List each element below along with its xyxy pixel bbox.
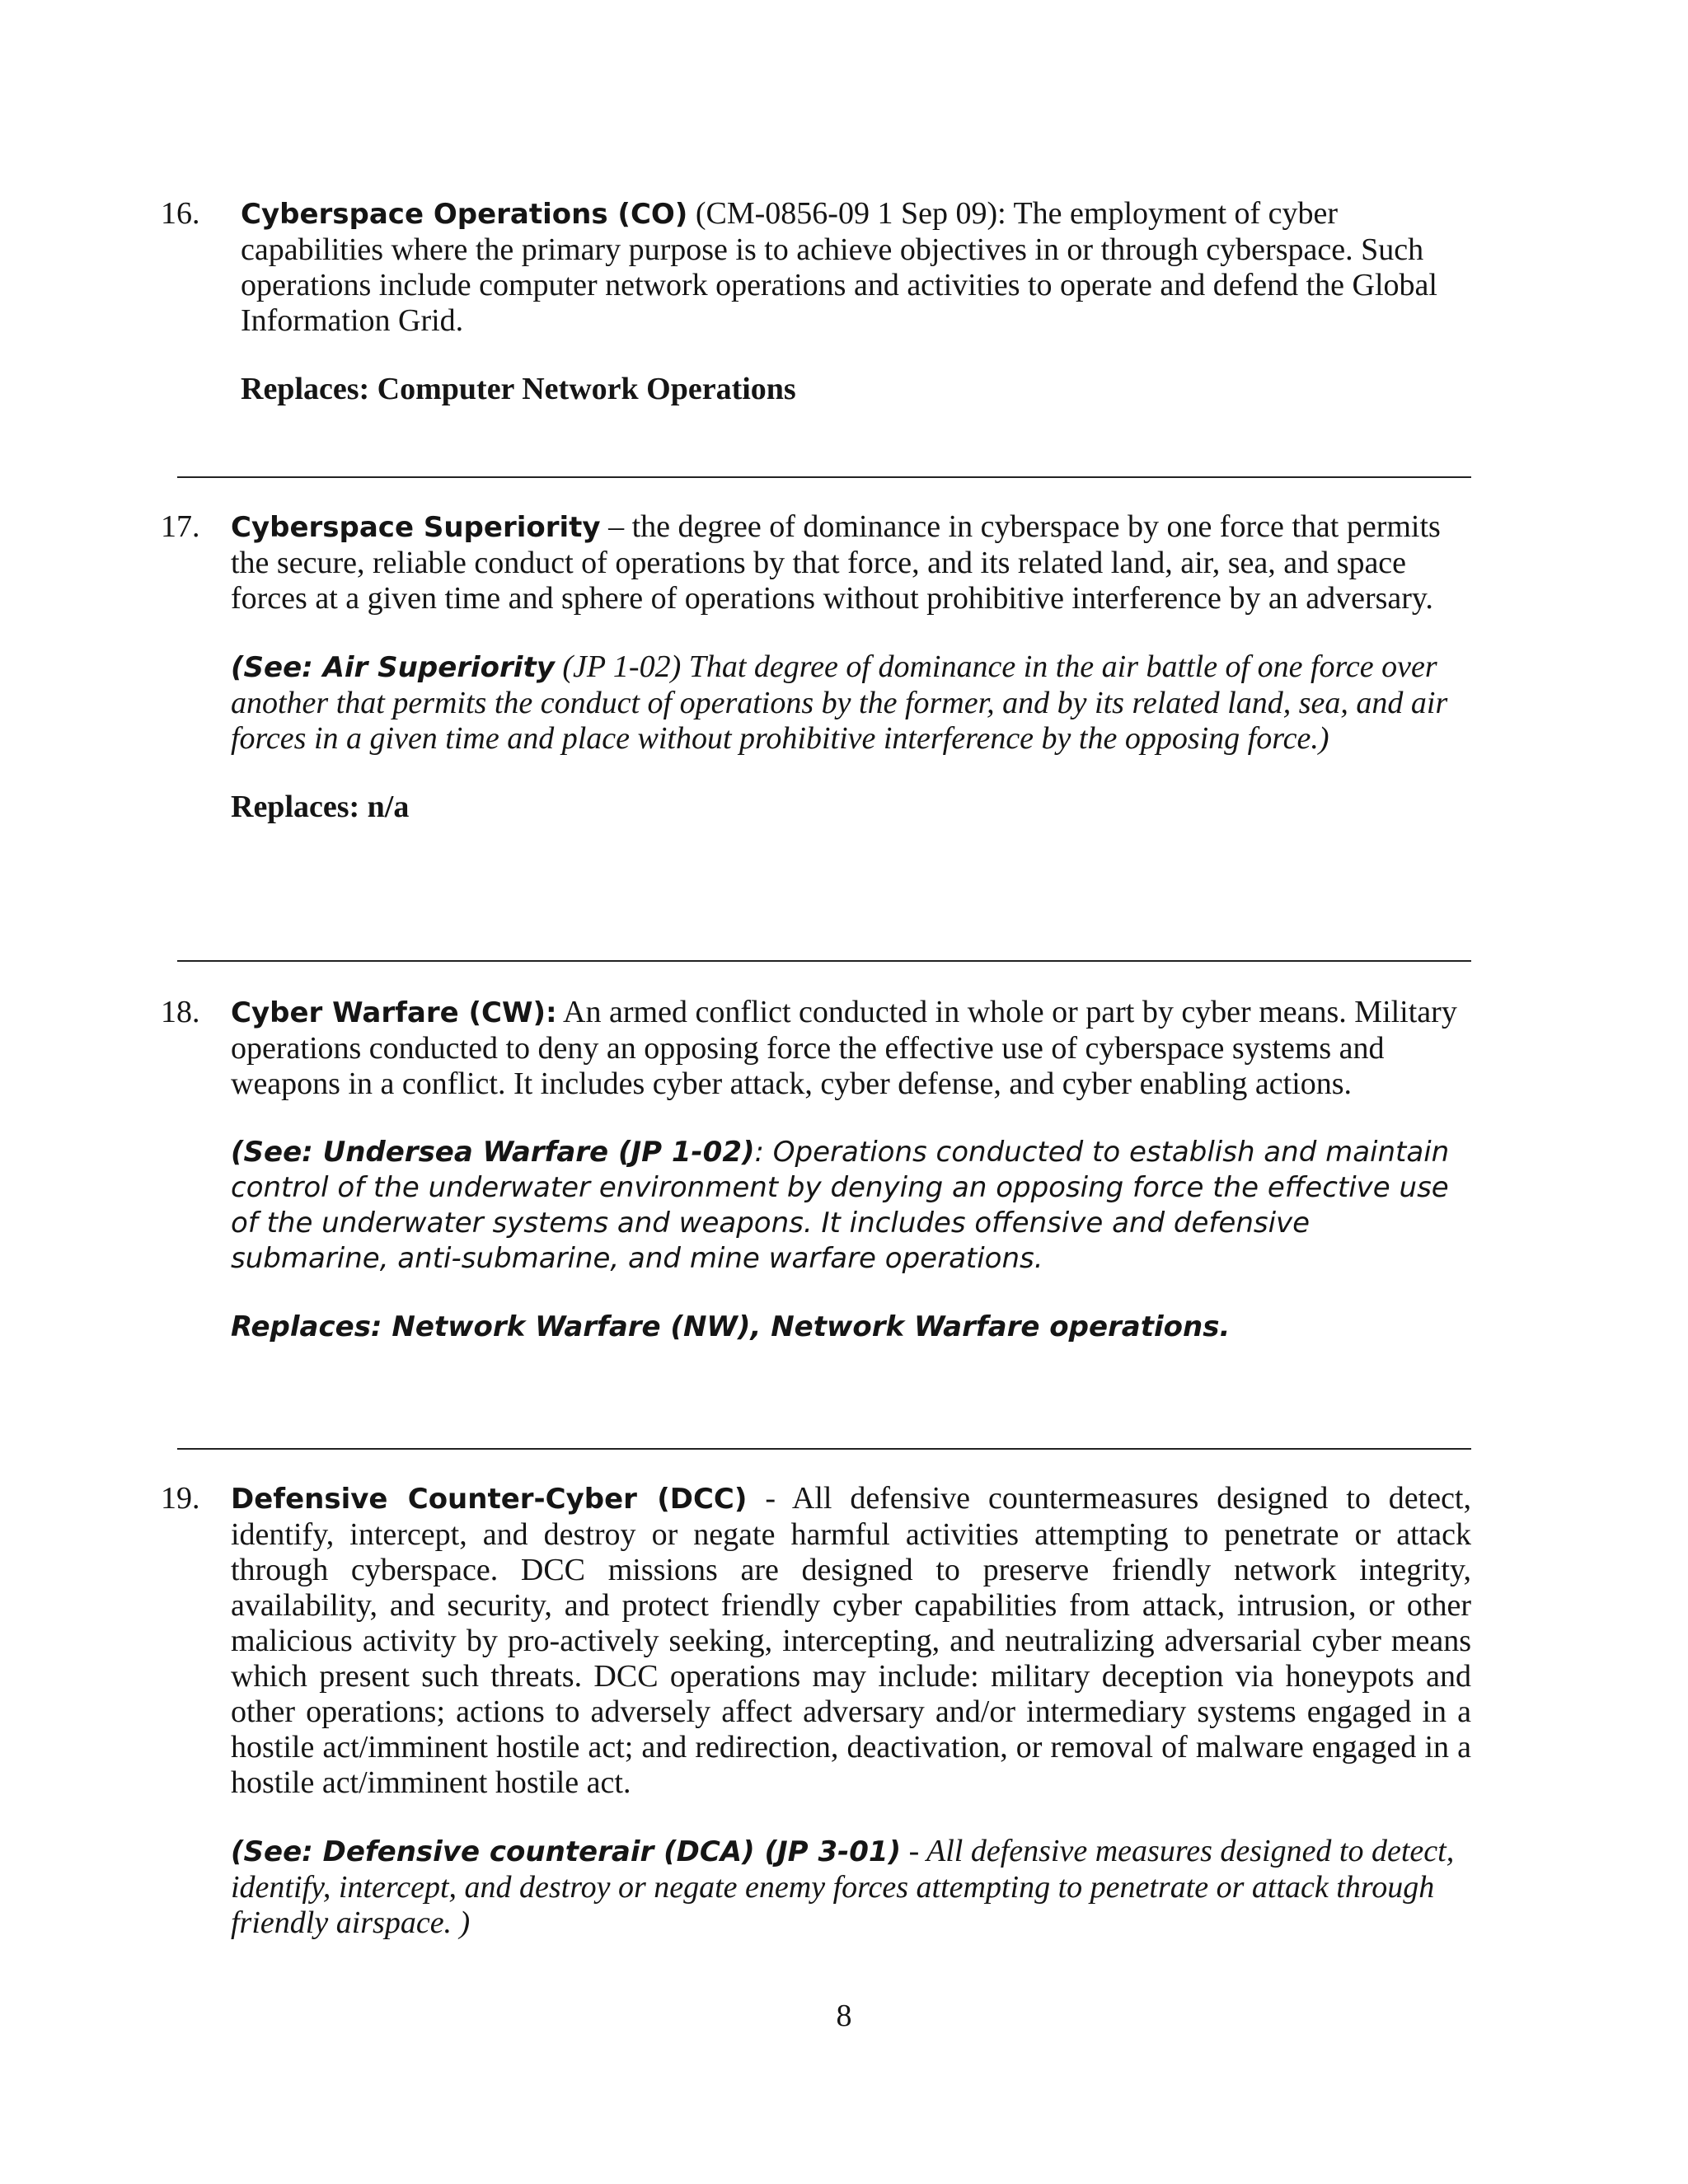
entry-term: Cyberspace Superiority (231, 511, 601, 544)
entry-number: 17. (161, 509, 200, 544)
glossary-entry-18 (161, 995, 1471, 1345)
entry-definition-text: An armed conflict conducted in whole or part by cyber means. Military operations conducted to deny an opposing force the effective use of cyberspace systems and weapons in a conflict. It includes cyber attack, cyber defense, and cyber enabling actions. (231, 995, 1457, 1101)
entry-term: Cyber Warfare (CW): (231, 996, 557, 1029)
entry-number: 18. (161, 995, 200, 1029)
see-prefix: (See: (231, 1136, 323, 1169)
see-text: : Operations conducted to establish and maintain control of the underwater environment by denying an opposing force the effective use of the underwater systems and weapons. It includes offensive and defensive submarine, anti-submarine, and mine warfare operations. (231, 1136, 1450, 1275)
entry-replaces: Replaces: n/a (231, 790, 410, 824)
see-text: That degree of dominance in the air battle of one force over another that permits the conduct of operations by the former, and by its related land, sea, and air forces in a given time and place without prohibitive interference by the opposing force.) (231, 649, 1448, 756)
entry-replaces: Replaces: Network Warfare (NW), Network Warfare operations. (231, 1310, 1231, 1343)
entry-body (231, 995, 1471, 1345)
entry-definition-text: – the degree of dominance in cyberspace by one force that permits the secure, reliable conduct of operations by that force, and its related land, air, sea, and space forces at a given time and sphere of operations without prohibitive interference by an adversary. (231, 509, 1441, 616)
entry-see-note (231, 1135, 1471, 1277)
entry-number: 19. (161, 1481, 200, 1516)
glossary-entry-17 (161, 509, 1471, 825)
entry-body (231, 509, 1471, 825)
entry-see-note (231, 649, 1471, 757)
entry-reference: (CM-0856-09 1 Sep 09): (687, 196, 1006, 231)
page-number: 8 (836, 1999, 852, 2033)
entry-see-note (231, 1834, 1471, 1941)
see-prefix: (See: (231, 1835, 323, 1868)
section-divider (177, 960, 1471, 962)
entry-term: Defensive Counter-Cyber (DCC) (231, 1483, 748, 1516)
entry-number: 16. (161, 196, 200, 231)
see-term: Undersea Warfare (JP 1-02) (322, 1136, 755, 1169)
entry-definition (241, 196, 1481, 339)
see-text: - All defensive measures designed to detect, identify, intercept, and destroy or negate enemy forces attempting to penetrate or attack through friendly airspace. ) (231, 1834, 1455, 1940)
section-divider (177, 476, 1471, 478)
section-divider (177, 1448, 1471, 1450)
see-prefix: (See: (231, 651, 323, 684)
entry-definition (231, 995, 1471, 1102)
entry-definition-text: - All defensive countermeasures designed to detect, identify, intercept, and destroy or negate harmful activities attempting to penetrate or attack through cyberspace. DCC missions are designed to preserve friendly network integrity, availability, and security, and protect friendly cyber capabilities from attack, intrusion, or other malicious activity by pro-actively seeking, intercepting, and neutralizing adversarial cyber means which present such threats. DCC operations may include: military deception via honeypots and other operations; actions to adversely affect adversary and/or intermediary systems engaged in a hostile act/imminent hostile act; and redirection, deactivation, or removal of malware engaged in a hostile act/imminent hostile act. (231, 1481, 1471, 1800)
entry-definition-text: The employment of cyber capabilities where the primary purpose is to achieve objectives in or through cyberspace. Such operations include computer network operations and activities to operate and defend the Global Information Grid. (241, 196, 1437, 338)
entry-replaces: Replaces: Computer Network Operations (241, 372, 796, 406)
entry-body (241, 196, 1481, 407)
see-reference: (JP 1-02) (554, 649, 682, 684)
entry-term: Cyberspace Operations (CO) (241, 198, 688, 231)
glossary-entry-16 (161, 196, 1471, 407)
entry-definition (231, 509, 1471, 616)
see-term: Defensive counterair (DCA) (JP 3-01) (322, 1835, 902, 1868)
entry-definition (231, 1481, 1471, 1801)
entry-body (231, 1481, 1471, 1941)
see-term: Air Superiority (322, 651, 555, 684)
glossary-entry-19 (161, 1481, 1471, 1941)
